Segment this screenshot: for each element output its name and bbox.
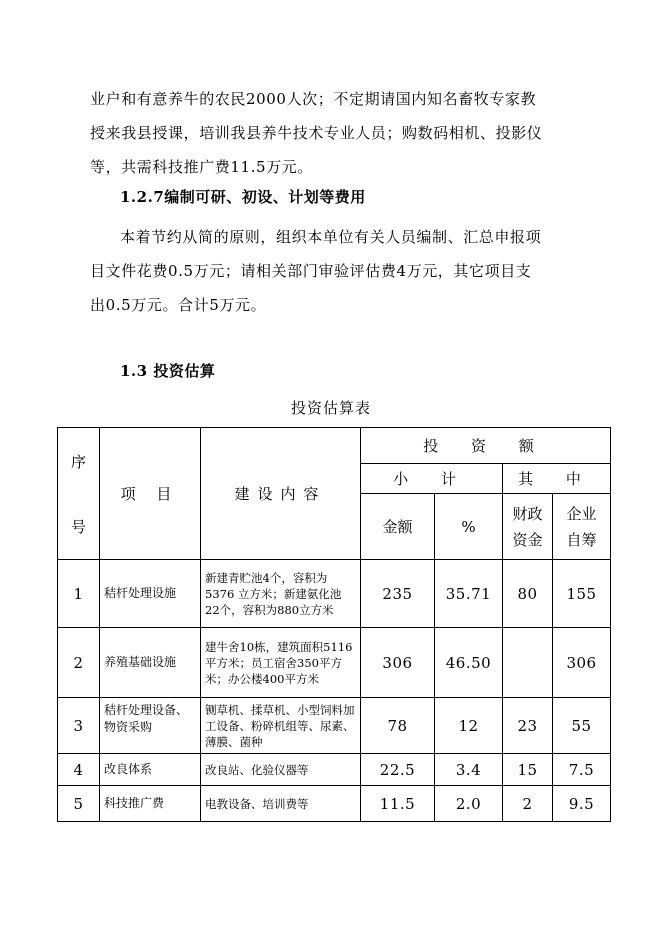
row-percent: 12 (435, 698, 503, 754)
row-seq: 2 (58, 628, 100, 698)
row-fiscal: 23 (503, 698, 553, 754)
section-127-line-2: 目文件花费0.5万元；请相关部门审验评估费4万元，其它项目支 (90, 262, 532, 280)
row-content: 新建青贮池4个，容积为5376 立方米；新建氨化池22个，容积为880立方米 (201, 560, 361, 628)
row-content: 改良站、化验仪器等 (201, 754, 361, 786)
table-row (58, 786, 611, 822)
section-heading-1-2-7: 1.2.7编制可研、初设、计划等费用 (120, 188, 366, 206)
row-seq: 1 (58, 560, 100, 628)
header-item: 项 目 (100, 428, 201, 560)
row-amount: 235 (361, 560, 435, 628)
investment-table (57, 427, 611, 822)
row-enterprise: 306 (553, 628, 611, 698)
intro-line-3: 等，共需科技推广费11.5万元。 (90, 158, 313, 176)
row-enterprise: 9.5 (553, 786, 611, 822)
header-fiscal: 财政资金 (503, 494, 553, 560)
header-content: 建设内容 (201, 428, 361, 560)
row-amount: 11.5 (361, 786, 435, 822)
row-seq: 5 (58, 786, 100, 822)
row-amount: 306 (361, 628, 435, 698)
table-row (58, 698, 611, 754)
row-amount: 22.5 (361, 754, 435, 786)
row-item: 秸杆处理设施 (100, 560, 201, 628)
row-seq: 3 (58, 698, 100, 754)
row-fiscal: 80 (503, 560, 553, 628)
header-investment: 投 资 额 (361, 428, 611, 464)
table-row (58, 628, 611, 698)
header-seq-top: 序 (70, 452, 86, 471)
header-percent: % (435, 494, 503, 560)
intro-line-1: 业户和有意养牛的农民2000人次；不定期请国内知名畜牧专家教 (90, 90, 537, 108)
header-among: 其 中 (503, 464, 611, 494)
row-fiscal: 2 (503, 786, 553, 822)
row-percent: 46.50 (435, 628, 503, 698)
row-amount: 78 (361, 698, 435, 754)
header-seq-bottom: 号 (70, 517, 86, 536)
table-row (58, 754, 611, 786)
row-fiscal (503, 628, 553, 698)
intro-line-2: 授来我县授课，培训我县养牛技术专业人员；购数码相机、投影仪 (90, 124, 543, 142)
section-127-line-3: 出0.5万元。合计5万元。 (90, 296, 267, 314)
row-fiscal: 15 (503, 754, 553, 786)
header-amount: 金额 (361, 494, 435, 560)
row-content: 铡草机、揉草机、小型饲料加工设备、粉碎机组等、尿素、薄膜、菌种 (201, 698, 361, 754)
header-seq (58, 428, 100, 560)
row-enterprise: 55 (553, 698, 611, 754)
header-subtotal: 小 计 (361, 464, 503, 494)
row-enterprise: 155 (553, 560, 611, 628)
header-row-1 (58, 428, 611, 464)
table-row (58, 560, 611, 628)
row-percent: 3.4 (435, 754, 503, 786)
row-item: 养殖基础设施 (100, 628, 201, 698)
row-percent: 35.71 (435, 560, 503, 628)
row-item: 改良体系 (100, 754, 201, 786)
row-seq: 4 (58, 754, 100, 786)
row-item: 科技推广费 (100, 786, 201, 822)
table-title: 投资估算表 (290, 399, 371, 417)
row-enterprise: 7.5 (553, 754, 611, 786)
row-content: 建牛舍10栋，建筑面积5116平方米；员工宿舍350平方米；办公楼400平方米 (201, 628, 361, 698)
section-heading-1-3: 1.3 投资估算 (120, 362, 216, 380)
row-content: 电教设备、培训费等 (201, 786, 361, 822)
header-enterprise: 企业自筹 (553, 494, 611, 560)
section-127-line-1: 本着节约从简的原则，组织本单位有关人员编制、汇总申报项 (120, 228, 542, 246)
row-percent: 2.0 (435, 786, 503, 822)
row-item: 秸杆处理设备、物资采购 (100, 698, 201, 754)
